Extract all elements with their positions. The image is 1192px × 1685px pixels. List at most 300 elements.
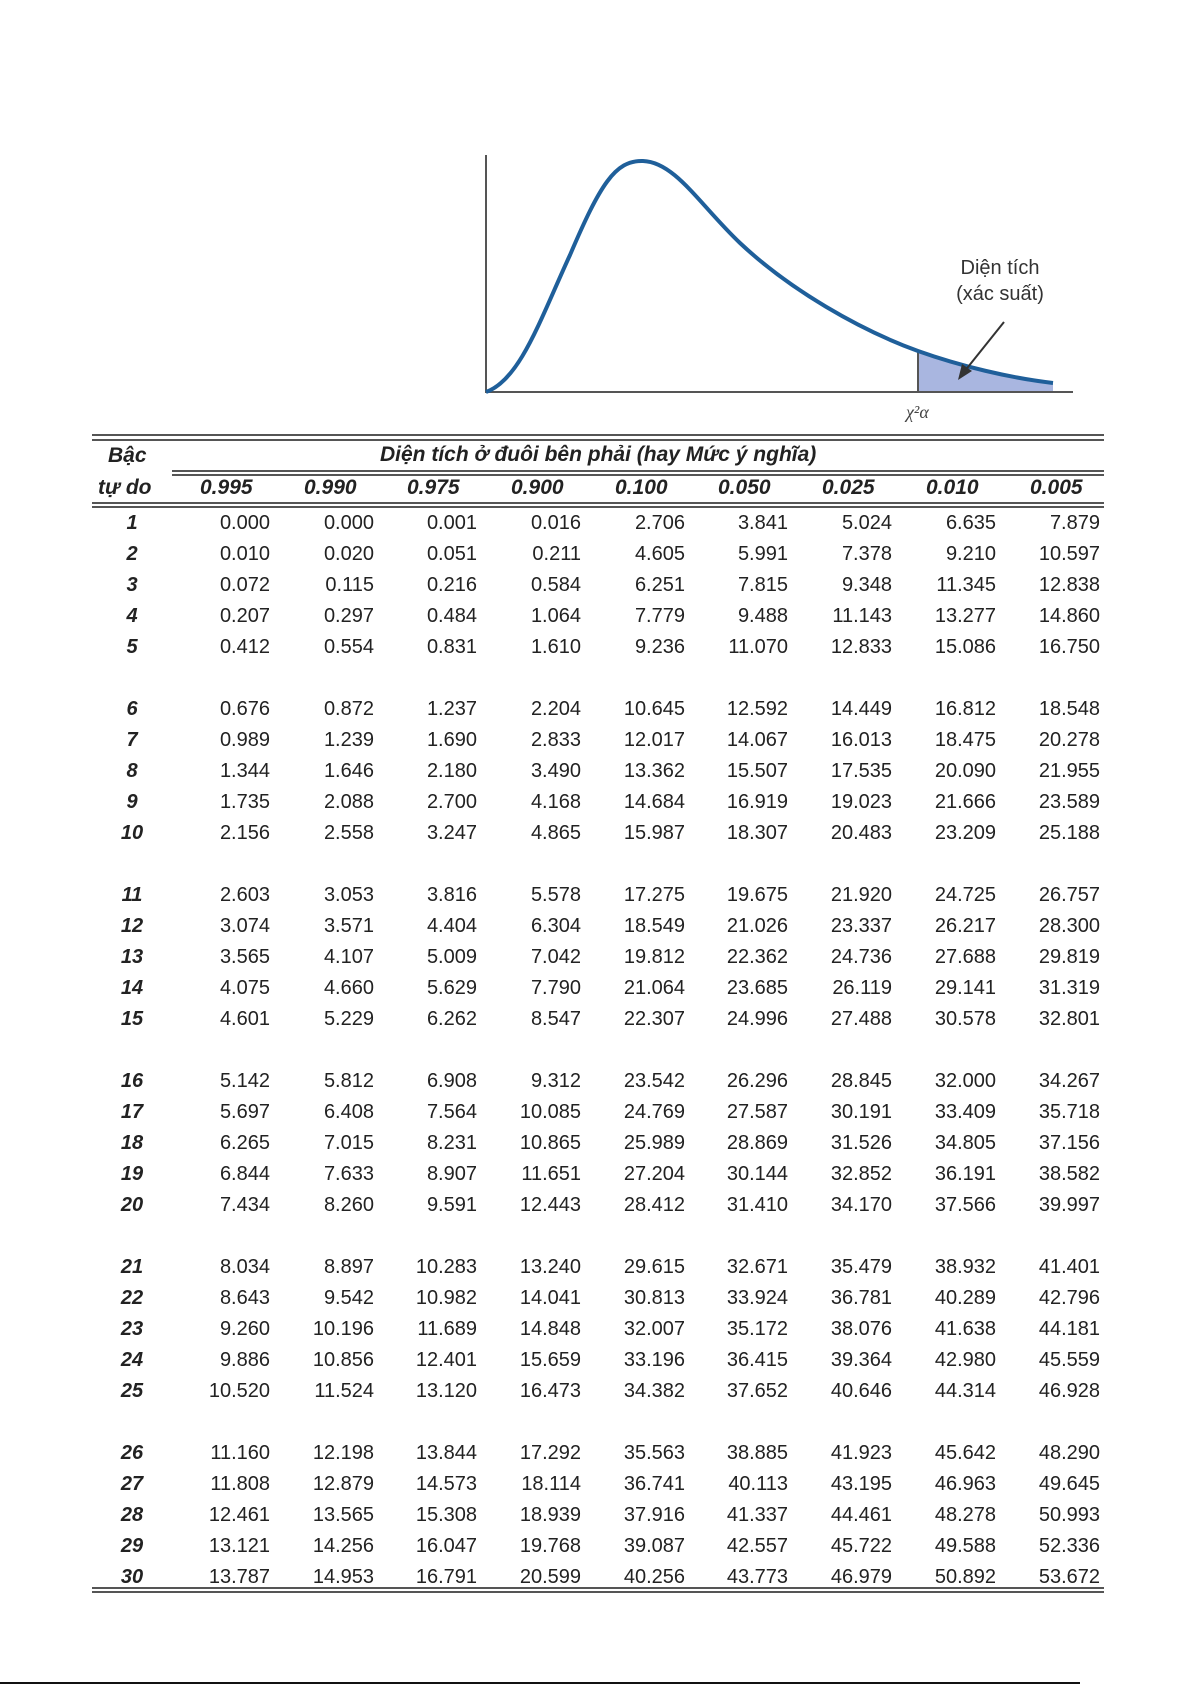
value-cell: 13.565	[312, 1504, 374, 1526]
df-cell: 1	[126, 512, 138, 534]
header-bottom-rule	[92, 502, 1104, 504]
value-cell: 8.547	[530, 1008, 581, 1030]
value-cell: 0.872	[323, 698, 374, 720]
column-header: 0.005	[1030, 476, 1083, 499]
value-cell: 6.251	[634, 574, 685, 596]
value-cell: 0.484	[426, 605, 477, 627]
value-cell: 39.364	[830, 1349, 892, 1371]
value-cell: 41.401	[1038, 1256, 1100, 1278]
value-cell: 2.558	[323, 822, 374, 844]
value-cell: 12.443	[519, 1194, 581, 1216]
value-cell: 31.319	[1038, 977, 1100, 999]
value-cell: 2.700	[426, 791, 477, 813]
value-cell: 10.196	[312, 1318, 374, 1340]
value-cell: 28.300	[1038, 915, 1100, 937]
value-cell: 11.160	[210, 1442, 270, 1464]
value-cell: 33.196	[623, 1349, 685, 1371]
value-cell: 14.449	[830, 698, 892, 720]
value-cell: 43.773	[726, 1566, 788, 1588]
value-cell: 9.210	[945, 543, 996, 565]
df-cell: 6	[126, 698, 138, 720]
value-cell: 8.231	[426, 1132, 477, 1154]
value-cell: 40.646	[830, 1380, 892, 1402]
value-cell: 1.237	[426, 698, 477, 720]
value-cell: 2.603	[219, 884, 270, 906]
value-cell: 18.939	[519, 1504, 581, 1526]
value-cell: 24.996	[726, 1008, 788, 1030]
value-cell: 0.001	[426, 512, 477, 534]
df-cell: 14	[120, 977, 144, 999]
value-cell: 41.923	[830, 1442, 892, 1464]
value-cell: 9.236	[634, 636, 685, 658]
value-cell: 14.256	[312, 1535, 374, 1557]
value-cell: 35.563	[623, 1442, 685, 1464]
value-cell: 38.932	[934, 1256, 996, 1278]
value-cell: 9.488	[737, 605, 788, 627]
value-cell: 30.144	[726, 1163, 788, 1185]
value-cell: 13.240	[519, 1256, 581, 1278]
value-cell: 12.833	[830, 636, 892, 658]
value-cell: 37.916	[623, 1504, 685, 1526]
value-cell: 32.852	[830, 1163, 892, 1185]
df-cell: 21	[120, 1256, 144, 1278]
value-cell: 15.987	[623, 822, 685, 844]
df-cell: 27	[120, 1473, 144, 1495]
value-cell: 4.107	[323, 946, 374, 968]
value-cell: 7.378	[841, 543, 892, 565]
value-cell: 7.879	[1049, 512, 1100, 534]
value-cell: 16.812	[934, 698, 996, 720]
value-cell: 0.297	[323, 605, 374, 627]
value-cell: 28.869	[726, 1132, 788, 1154]
value-cell: 10.645	[623, 698, 685, 720]
value-cell: 3.841	[737, 512, 788, 534]
df-cell: 28	[120, 1504, 144, 1526]
column-header: 0.010	[926, 476, 979, 499]
value-cell: 32.801	[1038, 1008, 1100, 1030]
value-cell: 4.865	[530, 822, 581, 844]
value-cell: 34.170	[830, 1194, 892, 1216]
header-bottom-rule-2	[92, 506, 1104, 508]
value-cell: 26.296	[726, 1070, 788, 1092]
df-cell: 20	[120, 1194, 144, 1216]
column-header: 0.100	[615, 476, 668, 499]
value-cell: 4.660	[323, 977, 374, 999]
value-cell: 29.615	[623, 1256, 685, 1278]
value-cell: 0.000	[219, 512, 270, 534]
value-cell: 19.768	[519, 1535, 581, 1557]
value-cell: 36.741	[623, 1473, 685, 1495]
value-cell: 20.483	[830, 822, 892, 844]
value-cell: 0.676	[219, 698, 270, 720]
value-cell: 32.007	[623, 1318, 685, 1340]
value-cell: 15.507	[726, 760, 788, 782]
value-cell: 16.047	[415, 1535, 477, 1557]
value-cell: 16.791	[415, 1566, 477, 1588]
value-cell: 10.982	[415, 1287, 477, 1309]
value-cell: 23.685	[726, 977, 788, 999]
df-cell: 9	[126, 791, 138, 813]
value-cell: 1.344	[219, 760, 270, 782]
value-cell: 48.278	[934, 1504, 996, 1526]
value-cell: 8.034	[219, 1256, 270, 1278]
df-cell: 19	[120, 1163, 144, 1185]
value-cell: 52.336	[1038, 1535, 1100, 1557]
df-cell: 8	[126, 760, 138, 782]
value-cell: 0.211	[532, 543, 581, 565]
value-cell: 25.989	[623, 1132, 685, 1154]
value-cell: 17.535	[830, 760, 892, 782]
value-cell: 31.410	[726, 1194, 788, 1216]
value-cell: 32.000	[934, 1070, 996, 1092]
value-cell: 37.566	[934, 1194, 996, 1216]
value-cell: 35.718	[1038, 1101, 1100, 1123]
value-cell: 7.042	[530, 946, 581, 968]
value-cell: 1.064	[530, 605, 581, 627]
value-cell: 16.919	[726, 791, 788, 813]
value-cell: 1.610	[530, 636, 581, 658]
value-cell: 48.290	[1038, 1442, 1100, 1464]
value-cell: 0.412	[219, 636, 270, 658]
value-cell: 18.548	[1038, 698, 1100, 720]
value-cell: 18.475	[934, 729, 996, 751]
value-cell: 24.769	[623, 1101, 685, 1123]
df-cell: 2	[126, 543, 138, 565]
value-cell: 36.191	[934, 1163, 996, 1185]
value-cell: 30.191	[830, 1101, 892, 1123]
value-cell: 13.120	[415, 1380, 477, 1402]
value-cell: 5.142	[219, 1070, 270, 1092]
value-cell: 14.573	[415, 1473, 477, 1495]
value-cell: 26.757	[1038, 884, 1100, 906]
value-cell: 36.781	[830, 1287, 892, 1309]
value-cell: 1.735	[219, 791, 270, 813]
value-cell: 14.067	[726, 729, 788, 751]
value-cell: 14.684	[623, 791, 685, 813]
value-cell: 45.642	[934, 1442, 996, 1464]
value-cell: 13.121	[208, 1535, 270, 1557]
value-cell: 0.207	[219, 605, 270, 627]
value-cell: 33.924	[726, 1287, 788, 1309]
value-cell: 10.597	[1038, 543, 1100, 565]
value-cell: 0.216	[426, 574, 477, 596]
value-cell: 3.490	[530, 760, 581, 782]
value-cell: 1.239	[323, 729, 374, 751]
value-cell: 39.997	[1038, 1194, 1100, 1216]
value-cell: 16.750	[1038, 636, 1100, 658]
table-bottom-rule-2	[92, 1591, 1104, 1593]
value-cell: 10.283	[415, 1256, 477, 1278]
value-cell: 38.885	[726, 1442, 788, 1464]
value-cell: 12.592	[726, 698, 788, 720]
value-cell: 12.879	[312, 1473, 374, 1495]
value-cell: 35.172	[726, 1318, 788, 1340]
value-cell: 14.953	[312, 1566, 374, 1588]
value-cell: 50.892	[934, 1566, 996, 1588]
value-cell: 25.188	[1038, 822, 1100, 844]
value-cell: 6.262	[426, 1008, 477, 1030]
value-cell: 2.204	[530, 698, 581, 720]
value-cell: 21.064	[623, 977, 685, 999]
value-cell: 12.401	[415, 1349, 477, 1371]
value-cell: 3.247	[426, 822, 477, 844]
value-cell: 21.026	[726, 915, 788, 937]
df-cell: 10	[120, 822, 144, 844]
value-cell: 43.195	[830, 1473, 892, 1495]
value-cell: 5.009	[426, 946, 477, 968]
value-cell: 39.087	[623, 1535, 685, 1557]
value-cell: 7.790	[530, 977, 581, 999]
value-cell: 44.314	[934, 1380, 996, 1402]
group-header-rule	[172, 470, 1104, 472]
value-cell: 8.907	[426, 1163, 477, 1185]
value-cell: 13.787	[208, 1566, 270, 1588]
value-cell: 3.565	[219, 946, 270, 968]
value-cell: 0.000	[323, 512, 374, 534]
value-cell: 50.993	[1038, 1504, 1100, 1526]
value-cell: 4.075	[219, 977, 270, 999]
value-cell: 30.813	[623, 1287, 685, 1309]
value-cell: 0.831	[426, 636, 477, 658]
value-cell: 5.697	[219, 1101, 270, 1123]
value-cell: 36.415	[726, 1349, 788, 1371]
group-header: Diện tích ở đuôi bên phải (hay Mức ý nghĩa)	[380, 443, 817, 466]
value-cell: 14.041	[519, 1287, 581, 1309]
value-cell: 0.051	[426, 543, 477, 565]
value-cell: 4.601	[219, 1008, 270, 1030]
value-cell: 41.638	[934, 1318, 996, 1340]
df-cell: 29	[120, 1535, 144, 1557]
value-cell: 18.549	[623, 915, 685, 937]
value-cell: 4.404	[426, 915, 477, 937]
value-cell: 20.090	[934, 760, 996, 782]
value-cell: 40.289	[934, 1287, 996, 1309]
value-cell: 44.181	[1038, 1318, 1100, 1340]
column-header: 0.025	[822, 476, 875, 499]
value-cell: 5.991	[737, 543, 788, 565]
value-cell: 23.542	[623, 1070, 685, 1092]
value-cell: 34.267	[1038, 1070, 1100, 1092]
value-cell: 3.816	[426, 884, 477, 906]
value-cell: 6.408	[323, 1101, 374, 1123]
value-cell: 2.706	[634, 512, 685, 534]
table-top-rule-2	[92, 439, 1104, 441]
value-cell: 5.578	[530, 884, 581, 906]
value-cell: 35.479	[830, 1256, 892, 1278]
value-cell: 5.229	[323, 1008, 374, 1030]
value-cell: 10.085	[519, 1101, 581, 1123]
value-cell: 11.345	[936, 574, 996, 596]
df-cell: 15	[120, 1008, 144, 1030]
value-cell: 49.588	[934, 1535, 996, 1557]
value-cell: 7.564	[426, 1101, 477, 1123]
df-cell: 11	[121, 884, 143, 906]
value-cell: 45.559	[1038, 1349, 1100, 1371]
df-cell: 4	[126, 605, 138, 627]
value-cell: 27.688	[934, 946, 996, 968]
df-cell: 3	[126, 574, 138, 596]
df-cell: 24	[120, 1349, 144, 1371]
value-cell: 45.722	[830, 1535, 892, 1557]
value-cell: 4.168	[530, 791, 581, 813]
value-cell: 8.643	[219, 1287, 270, 1309]
value-cell: 0.010	[219, 543, 270, 565]
value-cell: 9.260	[219, 1318, 270, 1340]
value-cell: 11.143	[832, 605, 892, 627]
value-cell: 18.114	[521, 1473, 581, 1495]
area-label	[930, 255, 1070, 307]
value-cell: 32.671	[726, 1256, 788, 1278]
column-header: 0.900	[511, 476, 564, 499]
value-cell: 0.020	[323, 543, 374, 565]
value-cell: 9.542	[323, 1287, 374, 1309]
area-label-line1: Diện tích	[960, 257, 1040, 279]
value-cell: 0.989	[219, 729, 270, 751]
value-cell: 6.635	[945, 512, 996, 534]
column-header: 0.995	[200, 476, 253, 499]
value-cell: 30.578	[934, 1008, 996, 1030]
value-cell: 14.848	[519, 1318, 581, 1340]
value-cell: 21.666	[934, 791, 996, 813]
value-cell: 6.304	[530, 915, 581, 937]
value-cell: 7.434	[219, 1194, 270, 1216]
value-cell: 13.362	[623, 760, 685, 782]
df-header-line2: tự do	[98, 476, 152, 499]
df-cell: 12	[120, 915, 144, 937]
value-cell: 27.587	[726, 1101, 788, 1123]
value-cell: 17.275	[623, 884, 685, 906]
value-cell: 31.526	[830, 1132, 892, 1154]
value-cell: 13.844	[415, 1442, 477, 1464]
value-cell: 46.979	[830, 1566, 892, 1588]
column-header: 0.050	[718, 476, 771, 499]
value-cell: 11.524	[314, 1380, 374, 1402]
value-cell: 19.812	[623, 946, 685, 968]
value-cell: 42.796	[1038, 1287, 1100, 1309]
value-cell: 22.362	[726, 946, 788, 968]
value-cell: 23.209	[934, 822, 996, 844]
value-cell: 20.599	[519, 1566, 581, 1588]
value-cell: 11.808	[210, 1473, 270, 1495]
value-cell: 46.928	[1038, 1380, 1100, 1402]
df-cell: 30	[120, 1566, 144, 1588]
value-cell: 9.886	[219, 1349, 270, 1371]
value-cell: 5.024	[841, 512, 892, 534]
value-cell: 4.605	[634, 543, 685, 565]
value-cell: 19.023	[830, 791, 892, 813]
value-cell: 53.672	[1038, 1566, 1100, 1588]
value-cell: 27.204	[623, 1163, 685, 1185]
value-cell: 17.292	[519, 1442, 581, 1464]
value-cell: 15.308	[415, 1504, 477, 1526]
value-cell: 12.838	[1038, 574, 1100, 596]
value-cell: 0.115	[325, 574, 374, 596]
value-cell: 12.461	[208, 1504, 270, 1526]
value-cell: 5.812	[323, 1070, 374, 1092]
value-cell: 24.736	[830, 946, 892, 968]
value-cell: 18.307	[726, 822, 788, 844]
value-cell: 16.013	[830, 729, 892, 751]
value-cell: 1.690	[426, 729, 477, 751]
value-cell: 29.819	[1038, 946, 1100, 968]
value-cell: 0.584	[530, 574, 581, 596]
value-cell: 26.217	[934, 915, 996, 937]
df-cell: 5	[126, 636, 138, 658]
value-cell: 12.198	[312, 1442, 374, 1464]
value-cell: 15.659	[519, 1349, 581, 1371]
value-cell: 7.015	[323, 1132, 374, 1154]
value-cell: 24.725	[934, 884, 996, 906]
df-cell: 13	[120, 946, 144, 968]
critical-value-label: χ²α	[906, 402, 929, 422]
value-cell: 38.076	[830, 1318, 892, 1340]
value-cell: 37.156	[1038, 1132, 1100, 1154]
page-bottom-rule	[0, 1682, 1080, 1684]
value-cell: 0.554	[323, 636, 374, 658]
value-cell: 23.589	[1038, 791, 1100, 813]
value-cell: 9.591	[426, 1194, 477, 1216]
value-cell: 29.141	[934, 977, 996, 999]
value-cell: 3.571	[323, 915, 374, 937]
value-cell: 15.086	[934, 636, 996, 658]
value-cell: 6.265	[219, 1132, 270, 1154]
value-cell: 12.017	[623, 729, 685, 751]
value-cell: 6.908	[426, 1070, 477, 1092]
value-cell: 11.651	[521, 1163, 581, 1185]
value-cell: 10.520	[208, 1380, 270, 1402]
value-cell: 44.461	[830, 1504, 892, 1526]
value-cell: 38.582	[1038, 1163, 1100, 1185]
df-header-line1: Bậc	[108, 444, 147, 467]
value-cell: 5.629	[426, 977, 477, 999]
value-cell: 37.652	[726, 1380, 788, 1402]
value-cell: 19.675	[726, 884, 788, 906]
value-cell: 7.779	[634, 605, 685, 627]
value-cell: 8.897	[323, 1256, 374, 1278]
value-cell: 10.856	[312, 1349, 374, 1371]
column-header: 0.975	[407, 476, 460, 499]
value-cell: 2.088	[323, 791, 374, 813]
value-cell: 9.312	[530, 1070, 581, 1092]
value-cell: 20.278	[1038, 729, 1100, 751]
value-cell: 7.633	[323, 1163, 374, 1185]
table-top-rule	[92, 434, 1104, 436]
value-cell: 23.337	[830, 915, 892, 937]
value-cell: 42.980	[934, 1349, 996, 1371]
value-cell: 2.156	[219, 822, 270, 844]
value-cell: 2.833	[530, 729, 581, 751]
value-cell: 0.072	[219, 574, 270, 596]
value-cell: 40.256	[623, 1566, 685, 1588]
value-cell: 49.645	[1038, 1473, 1100, 1495]
value-cell: 21.955	[1038, 760, 1100, 782]
df-cell: 25	[120, 1380, 144, 1402]
value-cell: 10.865	[519, 1132, 581, 1154]
value-cell: 0.016	[530, 512, 581, 534]
value-cell: 34.805	[934, 1132, 996, 1154]
value-cell: 28.845	[830, 1070, 892, 1092]
value-cell: 11.070	[728, 636, 788, 658]
arrow-shaft	[964, 322, 1004, 372]
value-cell: 11.689	[417, 1318, 477, 1340]
value-cell: 42.557	[726, 1535, 788, 1557]
df-cell: 7	[126, 729, 138, 751]
value-cell: 2.180	[426, 760, 477, 782]
area-label-line2: (xác suất)	[956, 283, 1044, 305]
value-cell: 22.307	[623, 1008, 685, 1030]
value-cell: 1.646	[323, 760, 374, 782]
value-cell: 13.277	[934, 605, 996, 627]
